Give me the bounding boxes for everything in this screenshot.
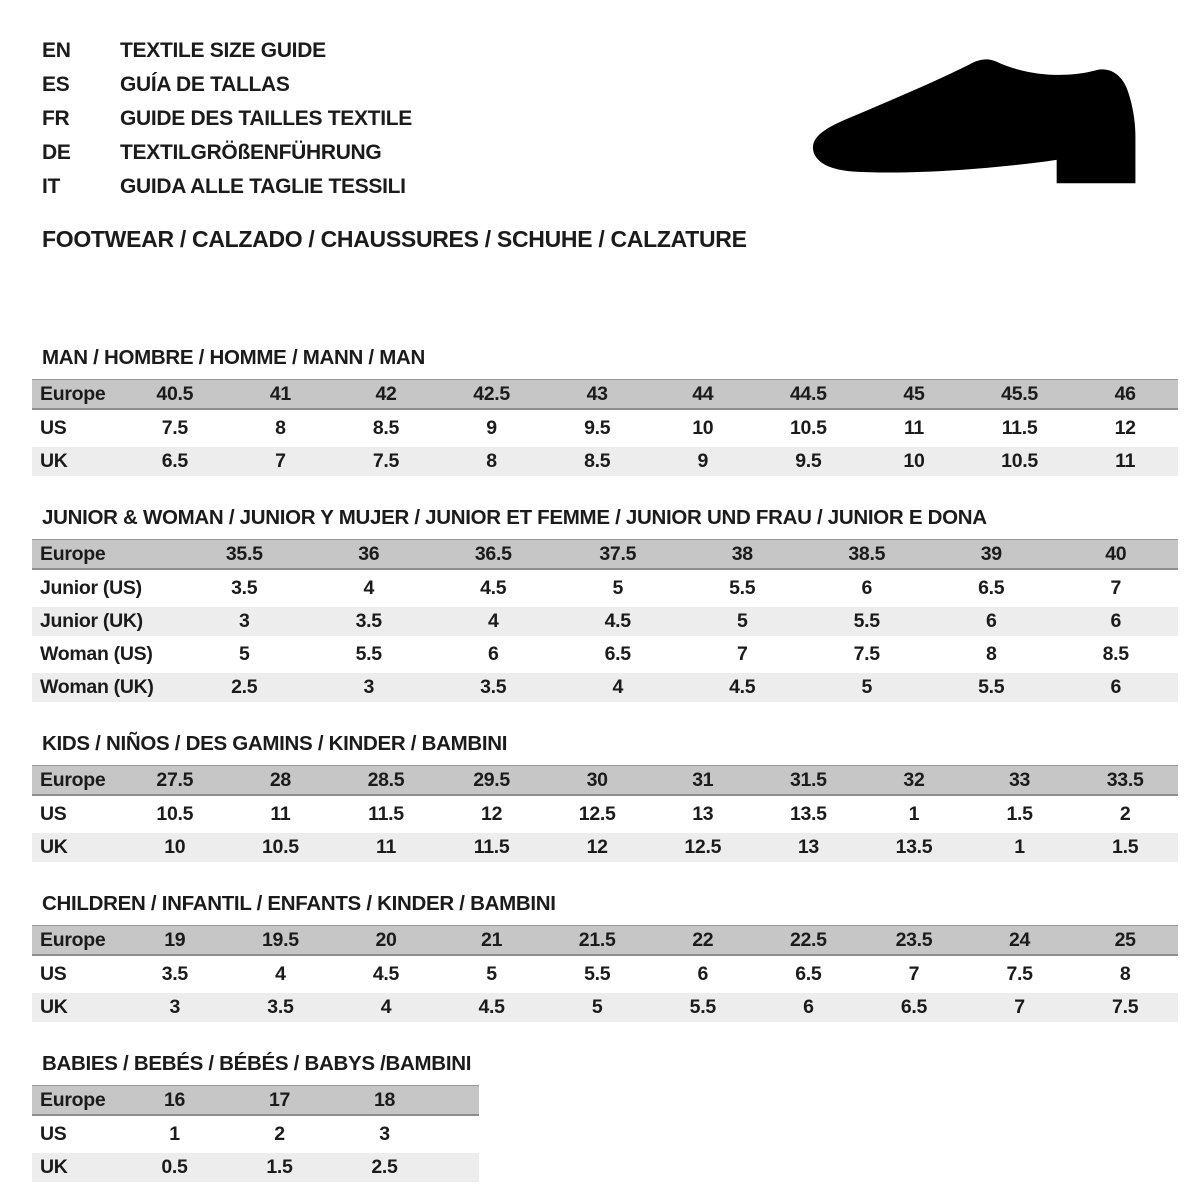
size-value: 36 [358,542,380,565]
table-row-europe [32,539,1178,570]
size-value: 38.5 [848,542,886,565]
language-label: GUIDA ALLE TAGLIE TESSILI [120,175,406,198]
size-value: 4.5 [478,996,505,1018]
size-value: 27.5 [156,768,194,791]
size-value: 11 [1115,450,1136,472]
size-table-junior-woman [32,539,1178,702]
size-value: 18 [373,1088,396,1111]
size-value: 19 [164,928,186,951]
size-value: 5 [238,643,250,665]
size-value: 28 [269,768,291,791]
size-value: 6.5 [978,577,1005,599]
row-label: Europe [40,768,106,791]
size-value: 9 [486,417,497,439]
section-children [32,892,1178,1022]
size-value: 25 [1114,928,1136,951]
size-value: 3.5 [267,996,294,1018]
language-code: DE [42,141,71,164]
size-value: 11.5 [368,803,404,825]
size-value: 13 [692,803,714,825]
table-row-uk [32,447,1178,476]
size-value: 17 [268,1088,291,1111]
size-value: 6.5 [900,996,928,1018]
row-label: UK [40,836,68,858]
size-value: 19.5 [262,928,299,951]
size-value: 45 [903,382,925,405]
size-value: 42.5 [473,382,510,405]
size-value: 12 [586,836,608,858]
size-value: 6 [861,577,873,599]
row-label: Europe [40,542,106,565]
size-value: 7.5 [853,643,880,665]
size-value: 30 [586,768,608,791]
size-value: 21 [481,928,503,951]
language-code: ES [42,73,70,96]
size-value: 10.5 [262,836,299,858]
size-value: 6 [1110,610,1122,632]
row-label: Europe [40,382,106,405]
size-value: 1.5 [1112,836,1139,858]
size-value: 1.5 [266,1156,293,1178]
size-value: 3 [363,676,375,698]
size-value: 43 [586,382,608,405]
section-title-kids: KIDS / NIÑOS / DES GAMINS / KINDER / BAMBINI [42,732,508,755]
size-value: 2.5 [371,1156,398,1178]
size-value: 7 [275,450,286,472]
header [32,34,1178,253]
row-label: Europe [40,1088,106,1111]
size-value: 4 [380,996,392,1018]
size-value: 4 [275,963,286,985]
size-value: 31 [692,768,714,791]
row-label: US [40,803,67,825]
size-table-children [32,925,1178,1022]
table-row-woman-us [32,640,1178,669]
table-row-junior-us [32,574,1178,603]
size-value: 7 [1110,577,1122,599]
size-value: 33.5 [1106,768,1144,791]
shoe-icon [800,46,1150,194]
row-label: US [40,963,67,985]
size-value: 9 [697,450,709,472]
size-value: 5.5 [729,577,756,599]
section-title-man: MAN / HOMBRE / HOMME / MANN / MAN [42,346,425,369]
size-value: 6 [697,963,709,985]
table-row-us [32,800,1178,829]
section-title-babies: BABIES / BEBÉS / BÉBÉS / BABYS /BAMBINI [42,1052,472,1075]
size-value: 4.5 [372,963,400,985]
size-value: 5.5 [355,643,382,665]
size-value: 35.5 [225,542,263,565]
size-value: 6.5 [161,450,188,472]
size-value: 46 [1114,382,1136,405]
size-value: 13.5 [789,803,827,825]
size-table-man [32,379,1178,476]
size-value: 45.5 [1001,382,1038,405]
size-value: 36.5 [474,542,512,565]
size-value: 38 [731,542,753,565]
row-label: US [40,417,67,439]
table-row-junior-uk [32,607,1178,636]
table-row-us [32,1120,479,1149]
size-table-babies [32,1085,479,1182]
size-value: 5 [591,996,603,1018]
size-value: 6.5 [795,963,822,985]
table-row-uk [32,993,1178,1022]
size-value: 37.5 [599,542,637,565]
size-value: 42 [375,382,397,405]
language-code: EN [42,39,71,62]
size-value: 2 [1119,803,1131,825]
size-value: 5.5 [978,676,1005,698]
row-label: Woman (UK) [40,676,154,698]
size-value: 0.5 [161,1156,188,1178]
size-value: 21.5 [578,928,616,951]
size-value: 22.5 [789,928,827,951]
size-value: 4 [487,610,499,632]
size-value: 16 [163,1088,186,1111]
size-value: 8 [1119,963,1131,985]
language-label: GUÍA DE TALLAS [120,73,290,96]
size-value: 1 [1014,836,1025,858]
table-row-us [32,414,1178,443]
size-value: 13 [797,836,819,858]
size-value: 24 [1009,928,1031,951]
size-value: 40.5 [156,382,194,405]
category-title: FOOTWEAR / CALZADO / CHAUSSURES / SCHUHE / CALZATURE [42,226,747,252]
size-value: 8 [985,643,997,665]
size-value: 4 [612,676,624,698]
section-title-junior-woman: JUNIOR & WOMAN / JUNIOR Y MUJER / JUNIOR ET FEMME / JUNIOR UND FRAU / JUNIOR E DONA [42,506,987,529]
size-value: 5.5 [853,610,880,632]
size-value: 32 [903,768,925,791]
table-row-uk [32,1153,479,1182]
size-value: 3.5 [161,963,188,985]
size-value: 4 [363,577,375,599]
size-value: 11 [375,836,396,858]
row-label: Junior (UK) [40,610,143,632]
size-value: 10 [692,417,714,439]
size-value: 4.5 [729,676,756,698]
size-value: 3.5 [480,676,507,698]
size-value: 7.5 [372,450,400,472]
size-value: 3 [169,996,181,1018]
size-value: 9.5 [584,417,611,439]
size-value: 3 [379,1123,390,1145]
section-title-children: CHILDREN / INFANTIL / ENFANTS / KINDER / BAMBINI [42,892,556,915]
language-code: IT [42,175,61,198]
size-value: 3 [238,610,250,632]
size-value: 8.5 [1102,643,1129,665]
table-row-europe [32,1085,479,1116]
size-value: 6 [1110,676,1122,698]
size-value: 5.5 [584,963,611,985]
table-row-europe [32,765,1178,796]
size-value: 7 [1014,996,1025,1018]
size-value: 12.5 [578,803,616,825]
table-row-us [32,960,1178,989]
size-value: 7.5 [1112,996,1139,1018]
size-value: 8 [486,450,497,472]
size-value: 20 [375,928,397,951]
size-value: 5.5 [689,996,716,1018]
table-row-europe [32,379,1178,410]
size-value: 33 [1009,768,1031,791]
size-value: 8 [275,417,286,439]
row-label: Woman (US) [40,643,153,665]
size-value: 23.5 [895,928,933,951]
size-value: 10 [903,450,925,472]
size-value: 31.5 [789,768,827,791]
size-value: 8.5 [372,417,400,439]
size-value: 12 [481,803,503,825]
size-value: 6.5 [604,643,631,665]
size-value: 11.5 [1001,417,1038,439]
size-value: 39 [980,542,1002,565]
size-value: 10.5 [789,417,827,439]
language-label: GUIDE DES TAILLES TEXTILE [120,107,412,130]
size-value: 6 [985,610,997,632]
language-label: TEXTILGRÖßENFÜHRUNG [120,141,382,164]
size-value: 2.5 [231,676,258,698]
size-value: 29.5 [473,768,510,791]
size-value: 41 [269,382,291,405]
section-kids [32,732,1178,862]
size-value: 7.5 [1006,963,1033,985]
size-value: 4.5 [480,577,507,599]
size-value: 22 [692,928,714,951]
size-value: 10.5 [156,803,194,825]
size-value: 6 [487,643,499,665]
section-man [32,346,1178,476]
size-value: 10 [164,836,186,858]
size-value: 5 [612,577,624,599]
size-value: 44.5 [789,382,827,405]
size-value: 5 [486,963,497,985]
row-label: Junior (US) [40,577,142,599]
language-code: FR [42,107,70,130]
size-value: 1.5 [1006,803,1033,825]
section-babies [32,1052,1178,1182]
row-label: UK [40,996,68,1018]
size-value: 5 [736,610,748,632]
section-junior-woman [32,506,1178,702]
row-label: US [40,1123,67,1145]
language-label: TEXTILE SIZE GUIDE [120,39,326,62]
row-label: Europe [40,928,106,951]
size-value: 5 [861,676,873,698]
size-value: 7 [908,963,920,985]
size-value: 6 [803,996,814,1018]
size-value: 4.5 [604,610,631,632]
size-value: 40 [1105,542,1127,565]
size-value: 12.5 [684,836,722,858]
size-value: 12 [1114,417,1136,439]
table-row-europe [32,925,1178,956]
size-value: 11.5 [473,836,510,858]
size-value: 7.5 [161,417,188,439]
row-label: UK [40,450,68,472]
table-row-woman-uk [32,673,1178,702]
size-value: 2 [274,1123,285,1145]
size-value: 1 [908,803,920,825]
size-value: 11 [270,803,291,825]
size-value: 7 [736,643,748,665]
size-value: 1 [169,1123,180,1145]
size-value: 10.5 [1001,450,1038,472]
size-value: 28.5 [367,768,405,791]
size-value: 3.5 [355,610,382,632]
size-value: 8.5 [584,450,611,472]
table-row-uk [32,833,1178,862]
row-label: UK [40,1156,68,1178]
size-table-kids [32,765,1178,862]
size-value: 11 [903,417,924,439]
size-value: 44 [692,382,714,405]
size-value: 9.5 [795,450,822,472]
size-value: 3.5 [231,577,258,599]
size-value: 13.5 [895,836,933,858]
